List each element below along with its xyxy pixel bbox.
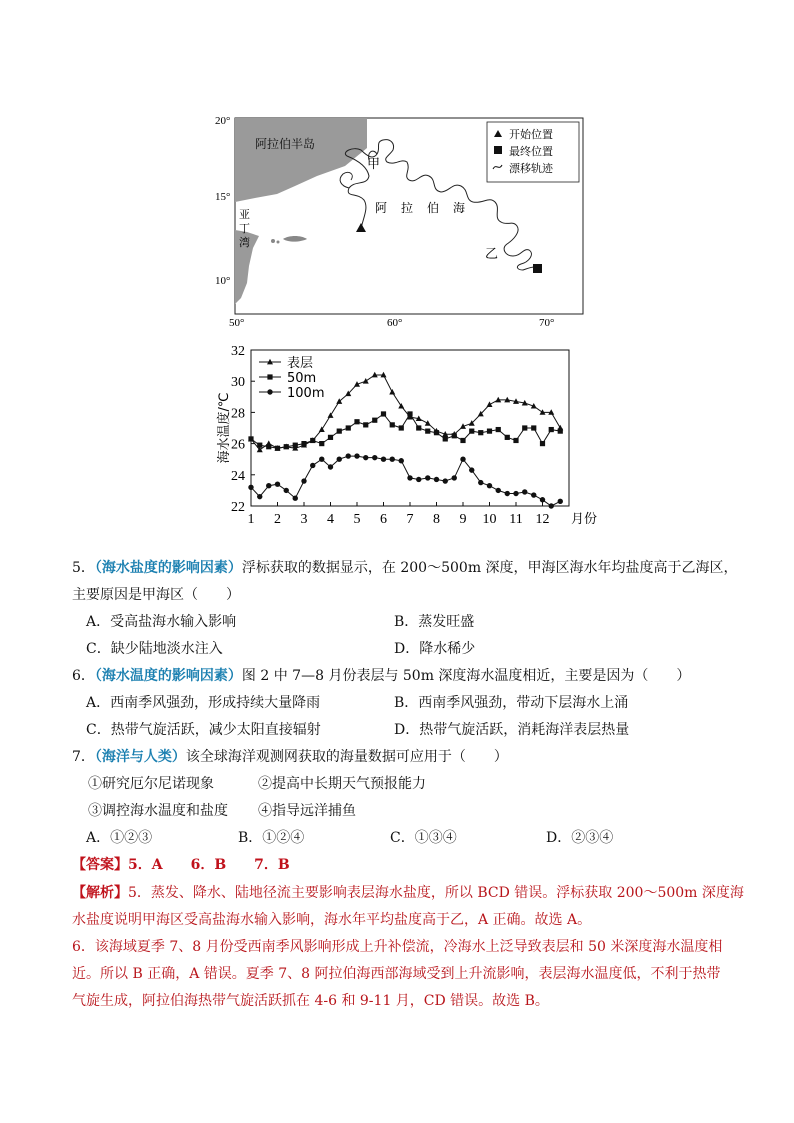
50m-point: [284, 444, 289, 449]
100m-point: [372, 455, 377, 460]
q5-line1: [72, 555, 742, 582]
q7-line1: [72, 744, 742, 771]
q6-option-b[interactable]: B．西南季风强劲，带动下层海水上涌: [394, 695, 629, 711]
answer-text: 5．A 6．B 7．B: [128, 857, 290, 873]
q7-option-a[interactable]: A．①②③: [86, 830, 153, 846]
sea-label-4: 海: [453, 201, 466, 215]
50m-point: [496, 427, 501, 432]
q7-option-d[interactable]: D．②③④: [546, 830, 614, 846]
q7-options-row: [72, 825, 742, 852]
lat-label-20: 20°: [215, 115, 231, 127]
end-square-icon: [533, 264, 542, 273]
50m-point: [540, 441, 545, 446]
50m-point: [257, 443, 262, 448]
50m-point: [531, 425, 536, 430]
100m-point: [452, 475, 457, 480]
square-icon: [494, 146, 502, 154]
q6-number: 6．: [72, 668, 95, 684]
50m-point: [505, 435, 510, 440]
100m-point: [469, 467, 474, 472]
100m-point: [540, 497, 545, 502]
x-tick-label: 5: [353, 512, 361, 527]
q6-option-d[interactable]: D．热带气旋活跃，消耗海洋表层热量: [394, 722, 630, 738]
100m-point: [266, 483, 271, 488]
100m-point: [284, 488, 289, 493]
q5-number: 5．: [72, 560, 95, 576]
temperature-chart-svg: [213, 338, 603, 546]
50m-point: [381, 411, 386, 416]
sea-label-3: 伯: [427, 201, 440, 215]
y-axis-label: 海水温度/℃: [217, 392, 232, 464]
100m-point: [381, 457, 386, 462]
q5-option-b[interactable]: B．蒸发旺盛: [394, 614, 475, 630]
100m-point: [399, 458, 404, 463]
100m-point: [460, 457, 465, 462]
q6-line1: [72, 663, 742, 690]
x-tick-label: 12: [535, 512, 550, 527]
legend-label: 表层: [287, 356, 314, 371]
50m-point: [266, 444, 271, 449]
50m-point: [513, 438, 518, 443]
q7-text1: 该全球海洋观测网获取的海量数据可应用于（ ）: [185, 749, 508, 765]
drift-map-svg: [217, 108, 587, 330]
100m-point: [496, 488, 501, 493]
explanation-label: 【解析】: [72, 885, 128, 901]
100m-point: [531, 492, 536, 497]
50m-point: [267, 374, 272, 379]
q5-option-d[interactable]: D．降水稀少: [394, 641, 476, 657]
q7-items-row1: [72, 771, 742, 798]
100m-point: [337, 457, 342, 462]
x-tick-label: 10: [482, 512, 497, 527]
q5-option-a[interactable]: A．受高盐海水输入影响: [86, 614, 237, 630]
question-7: [72, 744, 742, 852]
y-tick-label: 32: [231, 344, 245, 359]
legend-end-label: 最终位置: [509, 145, 553, 158]
explanation-text1: 5．蒸发、降水、陆地径流主要影响表层海水盐度，所以 BCD 错误。浮标获取 200～500m 深度海: [128, 885, 744, 901]
lon-label-70: 70°: [539, 317, 555, 329]
lat-label-15: 15°: [215, 191, 231, 203]
answer-label: 【答案】: [72, 857, 128, 873]
q6-option-a[interactable]: A．西南季风强劲，形成持续大量降雨: [86, 695, 321, 711]
q5-text1: 浮标获取的数据显示，在 200～500m 深度，甲海区海水年均盐度高于乙海区，: [241, 560, 738, 576]
q7-item-2: ②提高中长期天气预报能力: [258, 776, 426, 792]
100m-point: [275, 481, 280, 486]
100m-point: [257, 494, 262, 499]
50m-point: [443, 436, 448, 441]
50m-point: [328, 435, 333, 440]
50m-point: [248, 436, 253, 441]
gulf-label-3: 湾: [239, 236, 250, 249]
temperature-chart: [213, 338, 603, 546]
50m-point: [399, 425, 404, 430]
peninsula-label: 阿拉伯半岛: [255, 137, 316, 151]
50m-point: [487, 429, 492, 434]
100m-point: [319, 457, 324, 462]
50m-point: [319, 441, 324, 446]
q5-options-row2: [72, 636, 742, 663]
50m-point: [425, 429, 430, 434]
100m-point: [390, 457, 395, 462]
legend-label: 100m: [287, 386, 325, 401]
explanation-text4: 近。所以 B 正确，A 错误。夏季 7、8 阿拉伯海西部海域受到上升流影响，表层海水温度低，不利于热带: [72, 966, 721, 982]
50m-point: [275, 446, 280, 451]
y-tick-label: 22: [231, 500, 245, 515]
q6-category: （海水温度的影响因素）: [94, 668, 242, 684]
y-tick-label: 26: [231, 437, 245, 453]
legend-track-label: 漂移轨迹: [509, 162, 553, 175]
drift-map: [217, 108, 587, 330]
50m-point: [337, 429, 342, 434]
100m-point: [487, 483, 492, 488]
100m-point: [416, 477, 421, 482]
100m-point: [267, 389, 272, 394]
50m-point: [549, 427, 554, 432]
lon-label-60: 60°: [387, 317, 403, 329]
100m-point: [301, 478, 306, 483]
50m-point: [363, 422, 368, 427]
gulf-label-1: 亚: [239, 208, 250, 221]
100m-point: [434, 477, 439, 482]
50m-point: [293, 443, 298, 448]
explanation-text3: 6．该海域夏季 7、8 月份受西南季风影响形成上升补偿流，冷海水上泛导致表层和 50 米深度海水温度相: [72, 939, 723, 955]
50m-point: [416, 425, 421, 430]
50m-point: [354, 419, 359, 424]
answer-line: [72, 852, 742, 879]
explanation-text5: 气旋生成，阿拉伯海热带气旋活跃抓在 4-6 和 9-11 月，CD 错误。故选 B。: [72, 993, 549, 1009]
sea-label-2: 拉: [401, 201, 414, 215]
100m-point: [522, 489, 527, 494]
q5-text2: 主要原因是甲海区（ ）: [72, 587, 240, 603]
q5-options-row1: [72, 609, 742, 636]
100m-point: [310, 463, 315, 468]
legend-label: 50m: [287, 371, 317, 386]
50m-point: [434, 430, 439, 435]
q7-items-row2: [72, 798, 742, 825]
50m-point: [390, 422, 395, 427]
small-island: [271, 239, 275, 243]
50m-point: [301, 441, 306, 446]
50m-point: [478, 430, 483, 435]
legend-start-label: 开始位置: [509, 128, 553, 141]
100m-point: [558, 499, 563, 504]
50m-point: [407, 411, 412, 416]
100m-point: [549, 503, 554, 508]
x-tick-label: 4: [327, 512, 334, 527]
x-tick-label: 1: [247, 512, 255, 527]
sea-label-1: 阿: [375, 201, 388, 215]
50m-point: [522, 425, 527, 430]
point-yi-label: 乙: [485, 247, 499, 262]
50m-point: [469, 429, 474, 434]
explanation-block: [72, 880, 742, 1015]
q5-category: （海水盐度的影响因素）: [94, 560, 242, 576]
x-tick-label: 3: [300, 512, 308, 527]
100m-point: [425, 475, 430, 480]
lat-label-10: 10°: [215, 275, 231, 287]
100m-point: [354, 453, 359, 458]
50m-point: [460, 438, 465, 443]
lon-label-50: 50°: [229, 317, 245, 329]
q5-option-c[interactable]: C．缺少陆地淡水注入: [86, 641, 223, 657]
100m-point: [513, 491, 518, 496]
x-axis-label: 月份: [571, 512, 598, 527]
100m-point: [478, 480, 483, 485]
x-tick-label: 2: [274, 512, 281, 527]
q7-item-4: ④指导远洋捕鱼: [258, 803, 356, 819]
explanation-text2: 水盐度说明甲海区受高盐海水输入影响，海水年平均盐度高于乙，A 正确。故选 A。: [72, 912, 592, 928]
100m-point: [505, 491, 510, 496]
q6-text1: 图 2 中 7—8 月份表层与 50m 深度海水温度相近，主要是因为（ ）: [241, 668, 691, 684]
100m-point: [443, 478, 448, 483]
100m-point: [248, 485, 253, 490]
q7-item-1: ①研究厄尔尼诺现象: [88, 776, 214, 792]
small-island: [277, 241, 280, 244]
answer-block: [72, 852, 742, 879]
q7-number: 7．: [72, 749, 95, 765]
x-tick-label: 6: [380, 512, 387, 527]
q7-item-3: ③调控海水温度和盐度: [88, 803, 228, 819]
q7-category: （海洋与人类）: [94, 749, 186, 765]
100m-point: [293, 496, 298, 501]
y-tick-label: 24: [231, 468, 245, 484]
q6-option-c[interactable]: C．热带气旋活跃，减少太阳直接辐射: [86, 722, 321, 738]
y-tick-label: 30: [231, 375, 245, 391]
q6-options-row2: [72, 717, 742, 744]
q7-option-b[interactable]: B．①②④: [238, 830, 305, 846]
50m-point: [372, 418, 377, 423]
point-jia-label: 甲: [367, 157, 381, 172]
50m-point: [310, 438, 315, 443]
y-tick-label: 28: [231, 406, 245, 422]
x-tick-label: 8: [433, 512, 440, 527]
100m-point: [346, 453, 351, 458]
50m-point: [346, 425, 351, 430]
100m-point: [407, 475, 412, 480]
50m-point: [558, 429, 563, 434]
question-5: [72, 555, 742, 663]
x-tick-label: 11: [509, 512, 523, 527]
q6-options-row1: [72, 690, 742, 717]
100m-point: [328, 464, 333, 469]
explanation-line1: [72, 880, 742, 907]
x-tick-label: 7: [406, 512, 414, 527]
x-tick-label: 9: [459, 512, 467, 527]
50m-point: [452, 433, 457, 438]
q7-option-c[interactable]: C．①③④: [390, 830, 457, 846]
question-6: [72, 663, 742, 744]
gulf-label-2: 丁: [239, 222, 250, 235]
100m-point: [363, 455, 368, 460]
